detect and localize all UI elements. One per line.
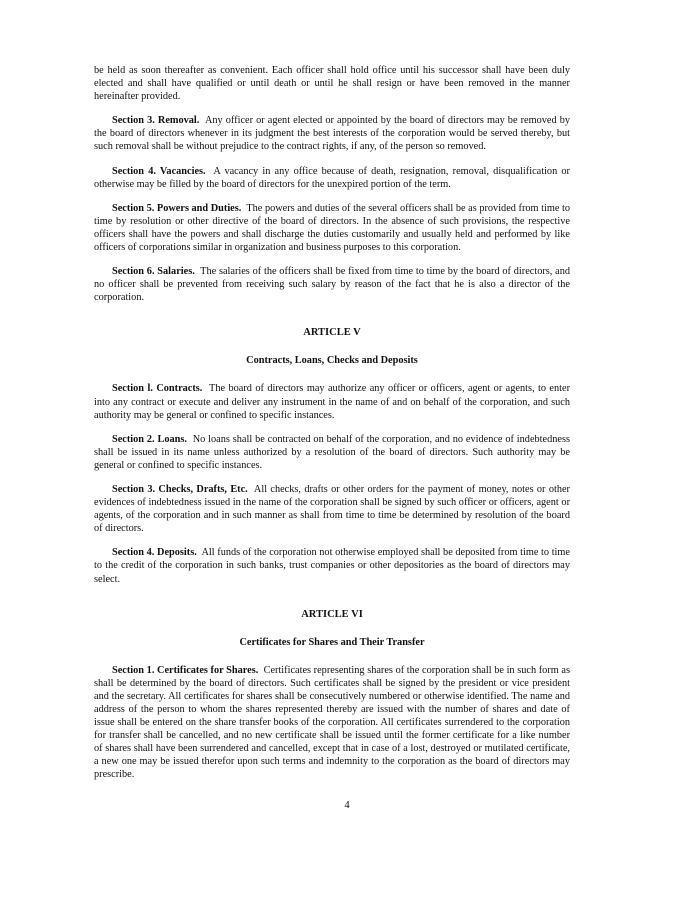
section-text: The board of directors may authorize any officer or officers, agent or agents, to enter into any contract or execute and deliver any instrument in the name of and on behalf of the corporation, and such authority may be general or confined to specific instances. [94,383,571,421]
section-text: All funds of the corporation not otherwise employed shall be deposited from time to time to the credit of the corporation in such banks, trust companies or other depositories as the board of directors may select. [94,547,570,585]
article-5-title: ARTICLE V [303,327,361,339]
section-heading: Section 4. Deposits. [112,547,197,559]
section-heading: Section 1. Certificates for Shares. [112,664,259,676]
article4-section-6 [94,265,570,304]
article5-section-1 [94,382,570,421]
section-heading: Section 2. Loans. [112,433,187,445]
article4-section-4 [94,165,570,191]
section-text: The salaries of the officers shall be fixed from time to time by the board of directors, and no officer shall be prevented from receiving such salary by reason of the fact that he is also a director of the corporation. [94,266,570,304]
section-text: All checks, drafts or other orders for the payment of money, notes or other evidences of indebtedness issued in the name of the corporation shall be signed by such officer or officers, agent or agents, of the corporation and in such manner as shall from time to time be determined by resolution of the board of directors. [94,483,570,535]
section-text: Certificates representing shares of the corporation shall be in such form as shall be determined by the board of directors. Such certificates shall be signed by the president or vice president and the secretary. All certificates for shares shall be consecutively numbered or otherwise identified. The name and address of the person to whom the shares represented thereby are issued with the number of shares and date of issue shall be entered on the share transfer books of the corporation. All certificates surrendered to the corporation for transfer shall be cancelled, and no new certificate shall be issued until the former certificate for a like number of shares shall have been surrendered and cancelled, except that in case of a lost, destroyed or mutilated certificate, a new one may be issued therefor upon such terms and indemnity to the corporation as the board of directors may prescribe. [94,664,570,781]
section-text: Any officer or agent elected or appointed by the board of directors may be removed by the board of directors whenever in its judgment the best interests of the corporation would be served thereby, but such removal shall be without prejudice to the contract rights, if any, of the person so removed. [94,115,570,153]
article5-section-2 [94,433,570,472]
section-heading: Section l. Contracts. [112,383,203,395]
section-text: No loans shall be contracted on behalf of the corporation, and no evidence of indebtedness shall be issued in its name unless authorized by a resolution of the board of directors. Such authority may be general or confined to specific instances. [94,433,570,471]
article-5-subtitle: Contracts, Loans, Checks and Deposits [246,355,418,367]
section-heading: Section 6. Salaries. [112,266,195,278]
page-body [94,64,570,792]
article-6-title: ARTICLE VI [301,608,363,620]
article5-section-3 [94,483,570,535]
section-heading: Section 3. Checks, Drafts, Etc. [112,483,248,495]
section-heading: Section 3. Removal. [112,115,200,127]
section-heading: Section 5. Powers and Duties. [112,202,242,214]
article4-section-3 [94,114,570,153]
section-text: A vacancy in any office because of death, resignation, removal, disqualification or otherwise may be filled by the board of directors for the unexpired portion of the term. [94,165,570,190]
article5-section-4 [94,546,570,585]
article4-section-5 [94,202,570,254]
article-6-subtitle: Certificates for Shares and Their Transfer [239,636,425,648]
article6-section-1 [94,664,570,782]
section-heading: Section 4. Vacancies. [112,165,206,177]
page-number: 4 [344,800,350,811]
continued-paragraph: be held as soon thereafter as convenient. Each officer shall hold office until his successor shall have been duly elected and shall have qualified or until death or until he shall resign or have been removed in the manner hereinafter provided. [94,65,570,103]
section-text: The powers and duties of the several officers shall be as provided from time to time by resolution or other directive of the board of directors. In the absence of such provisions, the respective officers shall have the powers and shall discharge the duties customarily and usually held and performed by like officers of corporations similar in organization and business purposes to this corporation. [94,202,571,254]
